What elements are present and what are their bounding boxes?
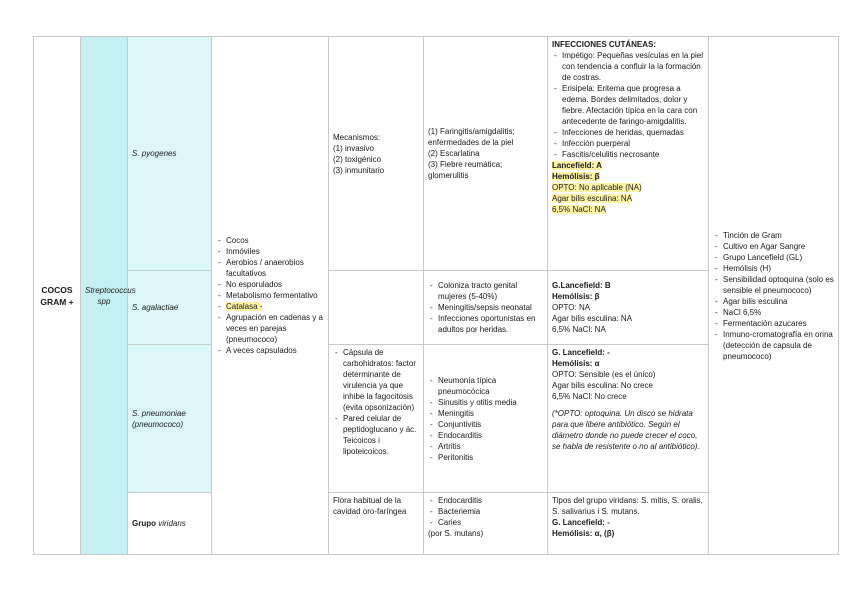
disease-item: - Meningitis/sepsis neonatal <box>438 302 543 313</box>
disease-item: - Neumonía típica pneumocócica <box>438 375 543 397</box>
catalasa-highlight: Catalasa - <box>226 302 263 311</box>
diagnosis-cell <box>709 37 839 555</box>
characteristic-item <box>226 301 324 312</box>
viridans-types: Tipos del grupo viridans: S. mitis, S. oralis, S. salivarius i S. mutans. <box>552 496 703 516</box>
disease-item: - Bacteriemia <box>438 506 543 517</box>
pneumoniae-lancefield: G. Lancefield: - <box>552 348 610 357</box>
genus-label: Streptococcus spp <box>85 285 136 306</box>
pneumoniae-mechanisms-cell <box>329 345 424 493</box>
viridans-diseases-list <box>428 495 543 528</box>
species-viridans-cell <box>128 493 212 555</box>
disease-item: - Peritonitis <box>438 452 543 463</box>
diagnosis-item: - Grupo Lancefield (GL) <box>723 252 834 263</box>
viridans-prefix: Grupo <box>132 519 159 528</box>
pyogenes-lab-cell <box>548 37 709 271</box>
infections-title: INFECCIONES CUTÁNEAS: <box>552 40 657 49</box>
characteristic-item: - Metabolismo fermentativo <box>226 290 324 301</box>
mechanism-item: - Pared celular de peptidoglucano y ác. Teicoicos i lipoteicoicos. <box>343 413 419 457</box>
species-pyogenes: S. pyogenes <box>132 149 177 158</box>
pneumoniae-opto: OPTO: Sensible (es el único) <box>552 370 656 379</box>
diagnosis-item: - Hemólisis (H) <box>723 263 834 274</box>
disease-item: - Conjuntivitis <box>438 419 543 430</box>
pneumoniae-diseases-list <box>428 375 543 463</box>
viridans-lab-cell <box>548 493 709 555</box>
characteristic-item: - Agrupación en cadenas y a veces en parejas (pneumococo) <box>226 312 324 345</box>
infection-item: - Erisipela: Eritema que progresa a edema. Bordes delimitados, dolor y fiebre. Afectación típica en la cara con antecedente de faringo-amigdalitis. <box>562 83 704 127</box>
agalactiae-diseases-cell <box>424 271 548 345</box>
pneumoniae-hemolisis: Hemólisis: α <box>552 359 600 368</box>
agalactiae-diseases-list <box>428 280 543 335</box>
infection-item: - Fascitis/celulitis necrosante <box>562 149 704 160</box>
disease-item: - Endocarditis <box>438 495 543 506</box>
pyogenes-mechanisms-cell <box>329 37 424 271</box>
pyogenes-hemolisis: Hemólisis: β <box>552 172 600 181</box>
pyogenes-mechanisms: Mecanismos: (1) invasivo (2) toxigénico (3) inmunitario <box>333 132 385 175</box>
mechanism-item: - Cápsula de carbohidratos: factor determinante de virulencia ya que inhibe la fagocitosis (evita opsonización) <box>343 347 419 413</box>
species-pneumoniae-cell <box>128 345 212 493</box>
pneumoniae-bilis: Agar bilis esculina: No crece <box>552 381 653 390</box>
viridans-name: viridans <box>158 519 186 528</box>
diagnosis-item: - Inmuno-cromatografía en orina (detección de capsula de pneumococo) <box>723 329 834 362</box>
pyogenes-nacl: 6,5% NaCl: NA <box>552 205 606 214</box>
diagnosis-item: - Cultivo en Agar Sangre <box>723 241 834 252</box>
agalactiae-lab-cell <box>548 271 709 345</box>
streptococcus-table <box>33 36 839 555</box>
group-label-cell <box>34 37 81 555</box>
diagnosis-item: - Agar bilis esculina <box>723 296 834 307</box>
characteristic-item: - A veces capsulados <box>226 345 324 356</box>
pyogenes-lancefield: Lancefield: A <box>552 161 602 170</box>
characteristic-item: - Aerobios / anaerobios facultativos <box>226 257 324 279</box>
viridans-lancefield: G. Lancefield: - <box>552 518 610 527</box>
characteristics-cell <box>212 37 329 555</box>
disease-item: - Coloniza tracto genital mujeres (5-40%) <box>438 280 543 302</box>
characteristics-list <box>216 235 324 356</box>
viridans-mechanisms-cell <box>329 493 424 555</box>
disease-item: - Infecciones oportunistas en adultos por heridas. <box>438 313 543 335</box>
pneumoniae-diseases-cell <box>424 345 548 493</box>
viridans-mechanisms: Flora habitual de la cavidad oro-faríngea <box>333 496 407 516</box>
diagnosis-item: - Sensibilidad optoquina (solo es sensible el pneumococo) <box>723 274 834 296</box>
caries-note: (por S. mutans) <box>428 529 484 538</box>
genus-cell <box>81 37 136 555</box>
species-pyogenes-cell <box>128 37 212 271</box>
pyogenes-diseases-cell <box>424 37 548 271</box>
pneumoniae-mechanisms-list <box>333 347 419 457</box>
diagnosis-item: - Fermentación azucares <box>723 318 834 329</box>
pyogenes-opto: OPTO: No aplicable (NA) <box>552 183 642 192</box>
characteristic-item: - Inmóviles <box>226 246 324 257</box>
agalactiae-bilis: Agar bilis esculina: NA <box>552 314 633 323</box>
diagnosis-list <box>713 230 834 362</box>
infection-item: - Infecciones de heridas, quemadas <box>562 127 704 138</box>
pneumoniae-nacl: 6,5% NaCl: No crece <box>552 392 627 401</box>
disease-item: - Caries <box>438 517 543 528</box>
infections-list <box>552 50 704 160</box>
species-pneumoniae: S. pneumoniae (pneumococo) <box>132 408 186 429</box>
diagnosis-item: - NaCl 6,5% <box>723 307 834 318</box>
agalactiae-nacl: 6,5% NaCl: NA <box>552 325 606 334</box>
agalactiae-hemolisis: Hemólisis: β <box>552 292 600 301</box>
disease-item: - Artritis <box>438 441 543 452</box>
agalactiae-opto: OPTO: NA <box>552 303 591 312</box>
infection-item: - Infección puerperal <box>562 138 704 149</box>
species-agalactiae: S. agalactiae <box>132 303 179 312</box>
characteristic-item: - Cocos <box>226 235 324 246</box>
species-agalactiae-cell <box>128 271 212 345</box>
characteristic-item: - No esporulados <box>226 279 324 290</box>
pyogenes-bilis: Agar bilis esculina: NA <box>552 194 633 203</box>
disease-item: - Endocarditis <box>438 430 543 441</box>
agalactiae-lancefield: G.Lancefield: B <box>552 281 611 290</box>
pyogenes-diseases: (1) Faringitis/amigdalitis; enfermedades de la piel (2) Escarlatina (3) Fiebre reumática; glomerulitis <box>428 127 515 180</box>
pneumoniae-lab-cell <box>548 345 709 493</box>
optoquina-note: (*OPTO: optoquina. Un disco se hidrata para que libere antibiótico. Según el diámetro donde no puede crecer el coco, se habla de resistente o no al antibiótico). <box>552 409 700 451</box>
viridans-diseases-cell <box>424 493 548 555</box>
diagnosis-item: - Tinción de Gram <box>723 230 834 241</box>
viridans-hemolisis: Hemólisis: α, (β) <box>552 529 615 538</box>
disease-item: - Meningitis <box>438 408 543 419</box>
agalactiae-mechanisms-cell <box>329 271 424 345</box>
disease-item: - Sinusitis y otitis media <box>438 397 543 408</box>
group-label: COCOS GRAM + <box>40 284 74 307</box>
infection-item: - Impétigo: Pequeñas vesículas en la piel con tendencia a confluir la la formación de costras. <box>562 50 704 83</box>
